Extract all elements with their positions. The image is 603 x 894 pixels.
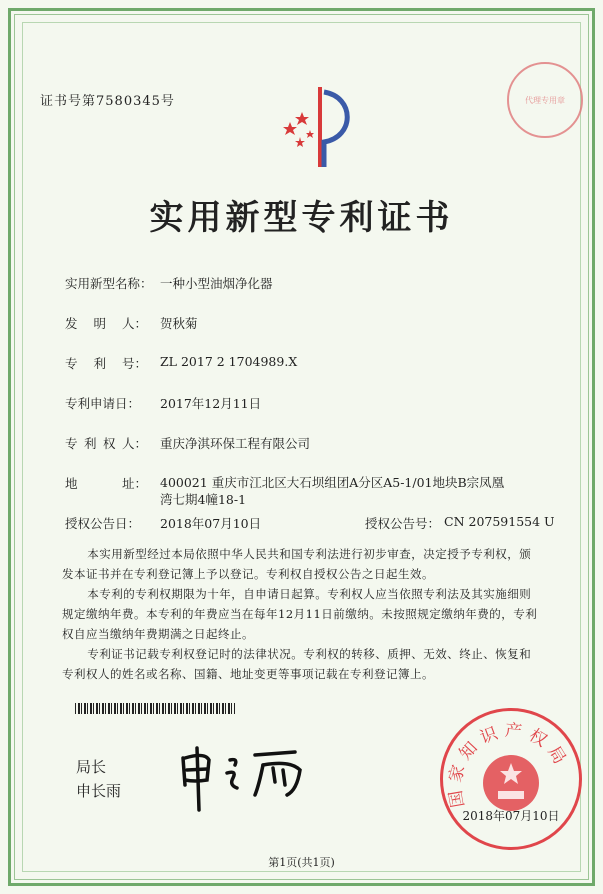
field-grant-date: 授权公告日： 2018年07月10日 (65, 516, 262, 531)
signer-name: 申长雨 (76, 782, 122, 800)
certificate-body: 本实用新型经过本局依照中华人民共和国专利法进行初步审查，决定授予专利权，颁发本证书并在专利登记簿上予以登记。专利权自授权公告之日起生效。 本专利的专利权期限为十年，自申请日起算。专利权人应当依照专利法及其实施细则规定缴纳年费。本专利的年费应当在每年12月11日前缴纳。未按照规定缴纳年费的，专利权自应当缴纳年费期满之日起终止。 专利证书记载专利权登记时的法律状况。专利权的转移、质押、无效、终止、恢复和专利权人的姓名或名称、国籍、地址变更等事项记载在专利登记簿上。 (62, 547, 538, 681)
field-patent-number: 专 利 号： ZL 2017 2 1704989.X (65, 354, 298, 371)
seal-date: 2018年07月10日 (462, 809, 560, 823)
barcode (75, 703, 235, 714)
handwritten-signature (175, 740, 325, 815)
signer-title: 局长 (76, 758, 107, 776)
field-inventor: 发 明 人： 贺秋菊 (65, 316, 198, 331)
field-patentee: 专 利 权 人： 重庆净淇环保工程有限公司 (65, 436, 311, 451)
field-address: 地 址： 400021 重庆市江北区大石坝组团A分区A5-1/01地块B宗凤凰湾七期4幢18-1 (65, 475, 505, 507)
certificate-number: 证书号第7580345号 (40, 94, 175, 109)
svg-text:国家知识产权局: 国家知识产权局 (444, 720, 573, 809)
page-footer: 第1页(共1页) (268, 856, 335, 869)
national-emblem-icon (443, 711, 579, 847)
field-filing-date: 专利申请日： 2017年12月11日 (65, 396, 262, 411)
page-title: 实用新型专利证书 (149, 198, 454, 238)
official-seal (440, 708, 582, 850)
field-grant-number: 授权公告号： CN 207591554 U (365, 514, 555, 531)
field-name: 实用新型名称： 一种小型油烟净化器 (65, 276, 273, 291)
patent-office-logo-icon (280, 82, 360, 172)
agency-stamp: 代理专用章 (507, 62, 583, 138)
